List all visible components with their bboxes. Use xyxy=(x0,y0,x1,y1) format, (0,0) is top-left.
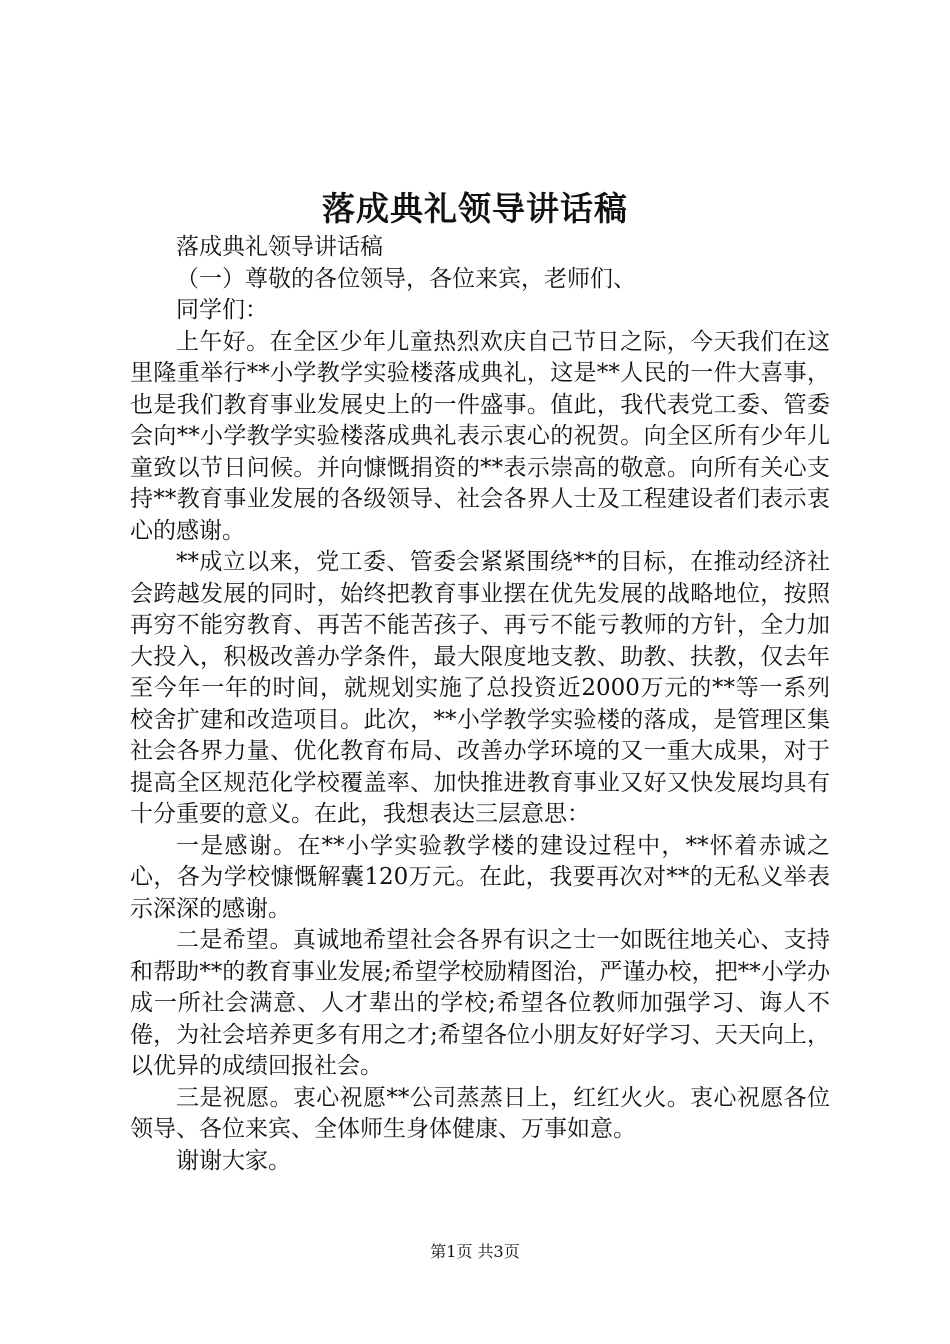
document-body xyxy=(130,232,830,1177)
page-indicator: 第1页 共3页 xyxy=(430,1242,520,1261)
paragraph: 一是感谢。在**小学实验教学楼的建设过程中，**怀着赤诚之心，各为学校慷慨解囊120万元。在此，我要再次对**的无私义举表示深深的感谢。 xyxy=(130,832,830,922)
paragraph: 三是祝愿。衷心祝愿**公司蒸蒸日上，红红火火。衷心祝愿各位领导、各位来宾、全体师生身体健康、万事如意。 xyxy=(130,1084,830,1142)
paragraph: （一）尊敬的各位领导，各位来宾，老师们、 xyxy=(176,265,636,292)
paragraph: 二是希望。真诚地希望社会各界有识之士一如既往地关心、支持和帮助**的教育事业发展;希望学校励精图治，严谨办校，把**小学办成一所社会满意、人才辈出的学校;希望各位教师加强学习、诲人不倦，为社会培养更多有用之才;希望各位小朋友好好学习、天天向上，以优异的成绩回报社会。 xyxy=(130,927,830,1079)
paragraph: 上午好。在全区少年儿童热烈欢庆自己节日之际，今天我们在这里隆重举行**小学教学实验楼落成典礼，这是**人民的一件大喜事，也是我们教育事业发展史上的一件盛事。值此，我代表党工委、管委会向**小学教学实验楼落成典礼表示衷心的祝贺。向全区所有少年儿童致以节日问候。并向慷慨捐资的**表示崇高的敬意。向所有关心支持**教育事业发展的各级领导、社会各界人士及工程建设者们表示衷心的感谢。 xyxy=(130,328,830,544)
paragraph: 落成典礼领导讲话稿 xyxy=(176,234,383,260)
paragraph: 谢谢大家。 xyxy=(176,1147,291,1174)
paragraph: **成立以来，党工委、管委会紧紧围绕**的目标，在推动经济社会跨越发展的同时，始终把教育事业摆在优先发展的战略地位，按照再穷不能穷教育、再苦不能苦孩子、再亏不能亏教师的方针，全力加大投入，积极改善办学条件，最大限度地支教、助教、扶教，仅去年至今年一年的时间，就规划实施了总投资近2000万元的**等一系列校舍扩建和改造项目。此次，**小学教学实验楼的落成，是管理区集社会各界力量、优化教育布局、改善办学环境的又一重大成果，对于提高全区规范化学校覆盖率、加快推进教育事业又好又快发展均具有十分重要的意义。在此，我想表达三层意思： xyxy=(130,549,830,827)
document-title: 落成典礼领导讲话稿 xyxy=(322,189,628,228)
paragraph: 同学们： xyxy=(176,297,268,323)
